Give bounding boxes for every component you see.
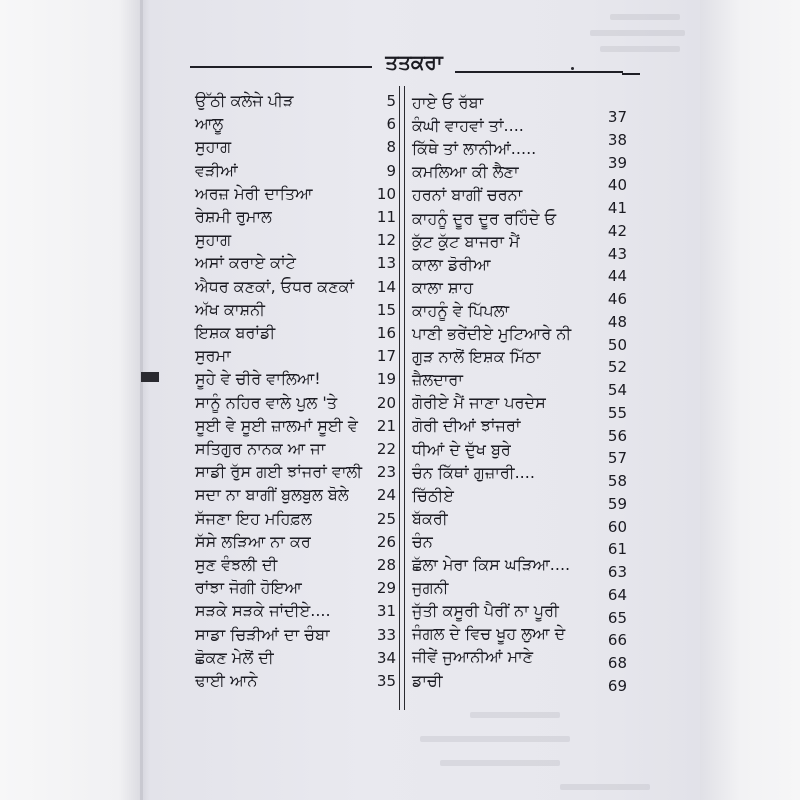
toc-entry-title: ਜੁਗਨੀ xyxy=(412,578,449,598)
column-divider xyxy=(404,86,405,710)
toc-entry-title: ਵੜੀਆਂ xyxy=(195,160,238,180)
toc-entry-title: ਸਾਡਾ ਚਿੜੀਆਂ ਦਾ ਚੰਬਾ xyxy=(195,624,330,644)
toc-page-number: 40 xyxy=(607,176,627,195)
toc-entry-title: ਸੱਜਣਾ ਇਹ ਮਹਿਫ਼ਲ xyxy=(195,508,312,528)
toc-page-number: 56 xyxy=(607,426,627,445)
toc-page-number: 6 xyxy=(386,115,396,134)
show-through-mark xyxy=(600,46,680,52)
toc-page-number: 64 xyxy=(607,585,627,604)
toc-page-number: 63 xyxy=(607,563,627,582)
toc-page-number: 43 xyxy=(607,244,627,263)
show-through-mark xyxy=(420,736,570,742)
toc-entry-title: ਗੋਰੀਏ ਮੈਂ ਜਾਣਾ ਪਰਦੇਸ xyxy=(412,393,546,413)
toc-entry-title: ਕਮਲਿਆ ਕੀ ਲੈਣਾ xyxy=(412,162,519,182)
toc-page-number: 29 xyxy=(376,579,396,598)
toc-page-number: 20 xyxy=(376,393,396,412)
toc-entry-title: ਸੱਸੇ ਲੜਿਆ ਨਾ ਕਰ xyxy=(195,531,311,551)
toc-entry-title: ਚੰਨ xyxy=(412,531,433,551)
toc-entry-title: ਸਤਿਗੁਰ ਨਾਨਕ ਆ ਜਾ xyxy=(195,439,326,458)
toc-entry-title: ਧੀਆਂ ਦੇ ਦੁੱਖ ਬੁਰੇ xyxy=(412,439,511,459)
toc-page-number: 14 xyxy=(376,277,396,296)
toc-entry-title: ਜੀਵੇਂ ਜੁਆਨੀਆਂ ਮਾਣੇ xyxy=(412,647,534,667)
toc-entry-title: ਕਾਲਾ ਸ਼ਾਹ xyxy=(412,277,474,297)
toc-entry-title: ਸੁਹਾਗ xyxy=(195,230,232,250)
page-edge-shadow xyxy=(140,0,143,800)
toc-entry-title: ਐਧਰ ਕਣਕਾਂ, ਓਧਰ ਕਣਕਾਂ xyxy=(195,276,355,296)
toc-entry-title: ਜੁੱਤੀ ਕਸੂਰੀ ਪੈਰੀਂ ਨਾ ਪੂਰੀ xyxy=(412,601,559,621)
toc-entry-title: ਉੱਠੀ ਕਲੇਜੇ ਪੀੜ xyxy=(195,91,294,110)
toc-page-number: 44 xyxy=(607,267,627,286)
toc-entry-title: ਸੁਰਮਾ xyxy=(195,346,231,366)
toc-page-number: 15 xyxy=(376,300,396,319)
toc-page-number: 21 xyxy=(376,416,396,435)
toc-page-number: 19 xyxy=(376,370,396,389)
toc-page-number: 48 xyxy=(607,312,627,331)
toc-page-number: 41 xyxy=(607,199,627,218)
toc-page-number: 59 xyxy=(607,494,627,513)
toc-page-number: 50 xyxy=(607,335,627,354)
toc-entry-title: ਸੁਹਾਗ xyxy=(195,137,232,157)
toc-entry-title: ਚੰਨ ਕਿੱਥਾਂ ਗੁਜ਼ਾਰੀ.... xyxy=(412,462,535,482)
toc-page-number: 23 xyxy=(376,463,396,482)
toc-page-number: 38 xyxy=(607,130,627,149)
toc-page-number: 26 xyxy=(376,532,396,551)
toc-page-number: 34 xyxy=(376,648,396,667)
toc-page-number: 68 xyxy=(607,654,627,673)
toc-page-number: 24 xyxy=(376,486,396,505)
toc-page-number: 31 xyxy=(376,602,396,621)
toc-entry-title: ਅਸਾਂ ਕਰਾਏ ਕਾਂਟੇ xyxy=(195,253,296,273)
toc-entry-title: ਹਾਏ ਓ ਰੱਬਾ xyxy=(412,93,484,112)
toc-entry-title: ਆਲੂ xyxy=(195,114,224,134)
toc-entry-title: ਸਾਨੂੰ ਨਹਿਰ ਵਾਲੇ ਪੁਲ 'ਤੇ xyxy=(195,392,338,412)
toc-page-number: 12 xyxy=(376,231,396,250)
toc-entry-title: ਹਰਨਾਂ ਬਾਗੀਂ ਚਰਨਾ xyxy=(412,185,523,205)
toc-page-number: 13 xyxy=(376,254,396,273)
toc-entry-title: ਸਦਾ ਨਾ ਬਾਗੀਂ ਬੁਲਬੁਲ ਬੋਲੇ xyxy=(195,485,349,505)
toc-entry-title: ਗੋਰੀ ਦੀਆਂ ਝਾਂਜਰਾਂ xyxy=(412,416,521,436)
toc-entry-title: ਢਾਈ ਆਨੇ xyxy=(195,671,258,690)
toc-entry-title: ਇਸ਼ਕ ਬਰਾਂਡੀ xyxy=(195,323,276,342)
header-rule-dash xyxy=(622,73,640,75)
header-rule-left xyxy=(190,66,372,68)
toc-page-number: 46 xyxy=(607,290,627,309)
toc-page-number: 61 xyxy=(607,540,627,559)
toc-page-number: 8 xyxy=(386,138,396,157)
show-through-mark xyxy=(440,760,560,766)
toc-entry-title: ਬੱਕਰੀ xyxy=(412,508,448,528)
toc-entry-title: ਕੰਘੀ ਵਾਹਵਾਂ ਤਾਂ.... xyxy=(412,116,524,136)
toc-entry-title: ਸੁਣ ਵੰਝਲੀ ਦੀ xyxy=(195,555,278,574)
toc-page-number: 17 xyxy=(376,347,396,366)
toc-page-number: 5 xyxy=(386,92,396,110)
toc-entry-title: ਕੁੱਟ ਕੁੱਟ ਬਾਜਰਾ ਮੈਂ xyxy=(412,231,520,251)
toc-page-number: 10 xyxy=(376,184,396,203)
table-surface xyxy=(0,0,140,800)
toc-entry-title: ਕਾਹਨੂੰ ਦੂਰ ਦੂਰ ਰਹਿੰਦੇ ਓ xyxy=(412,208,557,228)
toc-page-number: 22 xyxy=(376,440,396,458)
toc-entry-title: ਕਾਲਾ ਡੋਰੀਆ xyxy=(412,254,491,274)
toc-entry-title: ਛੱਲਾ ਮੇਰਾ ਕਿਸ ਘੜਿਆ.... xyxy=(412,555,571,574)
toc-page-number: 35 xyxy=(376,672,396,690)
toc-entry-title: ਜ਼ੈਲਦਾਰਾ xyxy=(412,370,463,390)
toc-entry-title: ਸੂਈ ਵੇ ਸੂਈ ਜ਼ਾਲਮਾਂ ਸੂਈ ਵੇ xyxy=(195,415,358,435)
toc-entry-title: ਪਾਣੀ ਭਰੇਂਦੀਏ ਮੁਟਿਆਰੇ ਨੀ xyxy=(412,324,572,343)
page-outer-margin xyxy=(700,0,800,800)
toc-page-number: 57 xyxy=(607,449,627,468)
show-through-mark xyxy=(470,712,560,718)
toc-entry-title: ਜੰਗਲ ਦੇ ਵਿਚ ਖੂਹ ਲੁਆ ਦੇ xyxy=(412,624,566,644)
toc-page-number: 25 xyxy=(376,509,396,528)
toc-entry-title: ਕਿੱਥੇ ਤਾਂ ਲਾਨੀਆਂ..... xyxy=(412,139,537,159)
toc-entry-title: ਰਾਂਝਾ ਜੋਗੀ ਹੋਇਆ xyxy=(195,578,302,598)
toc-page-number: 55 xyxy=(607,403,627,422)
toc-page-number: 54 xyxy=(607,381,627,400)
toc-page-number: 66 xyxy=(607,631,627,650)
toc-page-number: 52 xyxy=(607,358,627,377)
toc-page-number: 42 xyxy=(607,221,627,240)
toc-page-number: 60 xyxy=(607,517,627,536)
toc-entry-title: ਰੇਸ਼ਮੀ ਰੁਮਾਲ xyxy=(195,207,272,226)
toc-page-number: 69 xyxy=(607,677,627,695)
toc-page-number: 37 xyxy=(607,108,627,126)
toc-entry-title: ਛੋਕਣ ਮੇਲੋਂ ਦੀ xyxy=(195,647,274,667)
toc-page-number: 65 xyxy=(607,608,627,627)
toc-page-number: 58 xyxy=(607,472,627,491)
toc-page-number: 9 xyxy=(386,161,396,180)
toc-page-number: 11 xyxy=(376,208,396,226)
toc-page-number: 33 xyxy=(376,625,396,644)
show-through-mark xyxy=(560,784,650,790)
toc-page-number: 39 xyxy=(607,153,627,172)
toc-entry-title: ਸੜਕੇ ਸੜਕੇ ਜਾਂਦੀਏ.... xyxy=(195,601,331,621)
toc-entry-title: ਸੂਹੇ ਵੇ ਚੀਰੇ ਵਾਲਿਆ! xyxy=(195,369,321,389)
binding-mark xyxy=(141,372,159,382)
column-divider xyxy=(399,86,400,710)
toc-entry-title: ਸਾਡੀ ਰੁੱਸ ਗਈ ਝਾਂਜਰਾਂ ਵਾਲੀ xyxy=(195,462,363,482)
toc-entry-title: ਅਰਜ਼ ਮੇਰੀ ਦਾਤਿਆ xyxy=(195,183,313,203)
toc-entry-title: ਡਾਚੀ xyxy=(412,670,443,690)
toc-entry-title: ਕਾਹਨੂੰ ਵੇ ਪਿੱਪਲਾ xyxy=(412,300,510,320)
page-title: ਤਤਕਰਾ xyxy=(385,50,443,74)
header-rule-dot xyxy=(571,67,574,70)
toc-entry-title: ਗੁੜ ਨਾਲੋਂ ਇਸ਼ਕ ਮਿੱਠਾ xyxy=(412,347,541,367)
toc-page-number: 16 xyxy=(376,324,396,342)
toc-entry-title: ਅੱਖ ਕਾਸ਼ਨੀ xyxy=(195,299,265,319)
show-through-mark xyxy=(590,30,685,36)
show-through-mark xyxy=(610,14,680,20)
header-rule-right xyxy=(455,71,623,73)
toc-entry-title: ਚਿੱਠੀਏ xyxy=(412,485,454,505)
toc-page-number: 28 xyxy=(376,556,396,574)
